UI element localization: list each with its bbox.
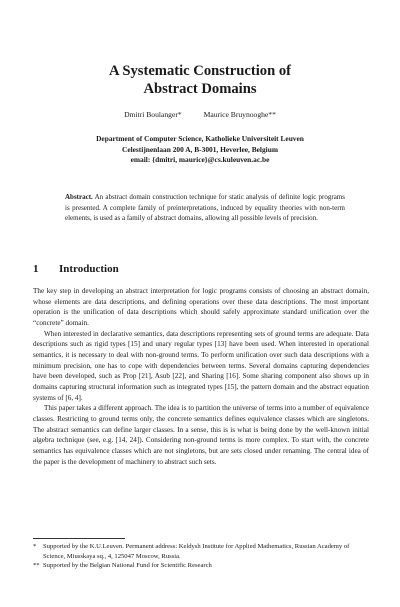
paper-title: [0, 62, 400, 98]
paragraph: When interested in declarative semantics, data descriptions representing sets of ground terms are adequate. Data descriptions such as rigid types [15] and unary regular types [13] have been used. When interested in operational semantics, it is necessary to deal with non-ground terms. To perform unification over such data descriptions with a minimum precision, one has to cope with dependencies between terms. Several domains capturing dependencies have been developed, such as Prop [21], Asub [22], and Sharing [16]. Some sharing component also shows up in domains capturing structural information such as integrated types [15], the pattern domain and the abstract equation systems of [6, 4].: [33, 329, 369, 402]
footnote-rule: [33, 538, 125, 539]
footnote-text: Supported by the K.U.Leuven. Permanent address: Keldysh Institute for Applied Mathematics, Russian Academy of Science, Miusskaya sq., 4, 125047 Moscow, Russia.: [43, 543, 350, 560]
footnote-mark: **: [33, 562, 40, 570]
footnotes: [33, 542, 369, 571]
affiliation-email: email: {dmitri, maurice}@cs.kuleuven.ac.be: [130, 155, 270, 164]
section-heading: [33, 263, 119, 275]
abstract-text: An abstract domain construction technique for static analysis of definite logic programs is presented. A complete family of preinterpretations, induced by equality theories with non-term elements, is used as a family of abstract domains, allowing all possible levels of precision.: [65, 193, 345, 222]
footnote: [33, 561, 369, 571]
section-title: Introduction: [59, 263, 119, 275]
body-text: [33, 286, 369, 467]
paragraph: This paper takes a different approach. The idea is to partition the universe of terms into a number of equivalence classes. Restricting to ground terms only, the concrete semantics defines equivalence classes which are singletons. The abstract semantics can define larger classes. In a sense, this is is what is being done by the well-known initial algebra technique (see, e.g. [14, 24]). Considering non-ground terms is more complex. To start with, the concrete semantics has equivalence classes which are not singletons, but are sets closed under renaming. The central idea of the paper is the development of machinery to abstract such sets.: [33, 404, 369, 466]
section-number: 1: [33, 263, 39, 275]
affiliation-line: Celestijnenlaan 200 A, B-3001, Heverlee, Belgium: [121, 144, 278, 154]
abstract: [65, 192, 345, 224]
footnote-mark: *: [33, 543, 37, 550]
affiliation: [0, 134, 400, 166]
footnote: [33, 542, 369, 561]
author-list: [0, 110, 400, 119]
title-line-2: Abstract Domains: [143, 81, 257, 97]
paragraph: The key step in developing an abstract interpretation for logic programs consists of choosing an abstract domain, whose elements are data descriptions, and defining operations over these data descriptions. The most important operation is the unification of data descriptions which should safely approximate standard unification over the “concrete” domain.: [33, 287, 369, 327]
author-name: Maurice Bruynooghe**: [203, 110, 276, 119]
author-name: Dmitri Boulanger*: [124, 110, 182, 119]
footnote-text: Supported by the Belgian National Fund for Scientific Research: [43, 562, 212, 570]
title-line-1: A Systematic Construction of: [108, 63, 291, 79]
affiliation-line: Department of Computer Science, Katholieke Universiteit Leuven: [96, 134, 304, 143]
abstract-label: Abstract.: [65, 193, 93, 201]
